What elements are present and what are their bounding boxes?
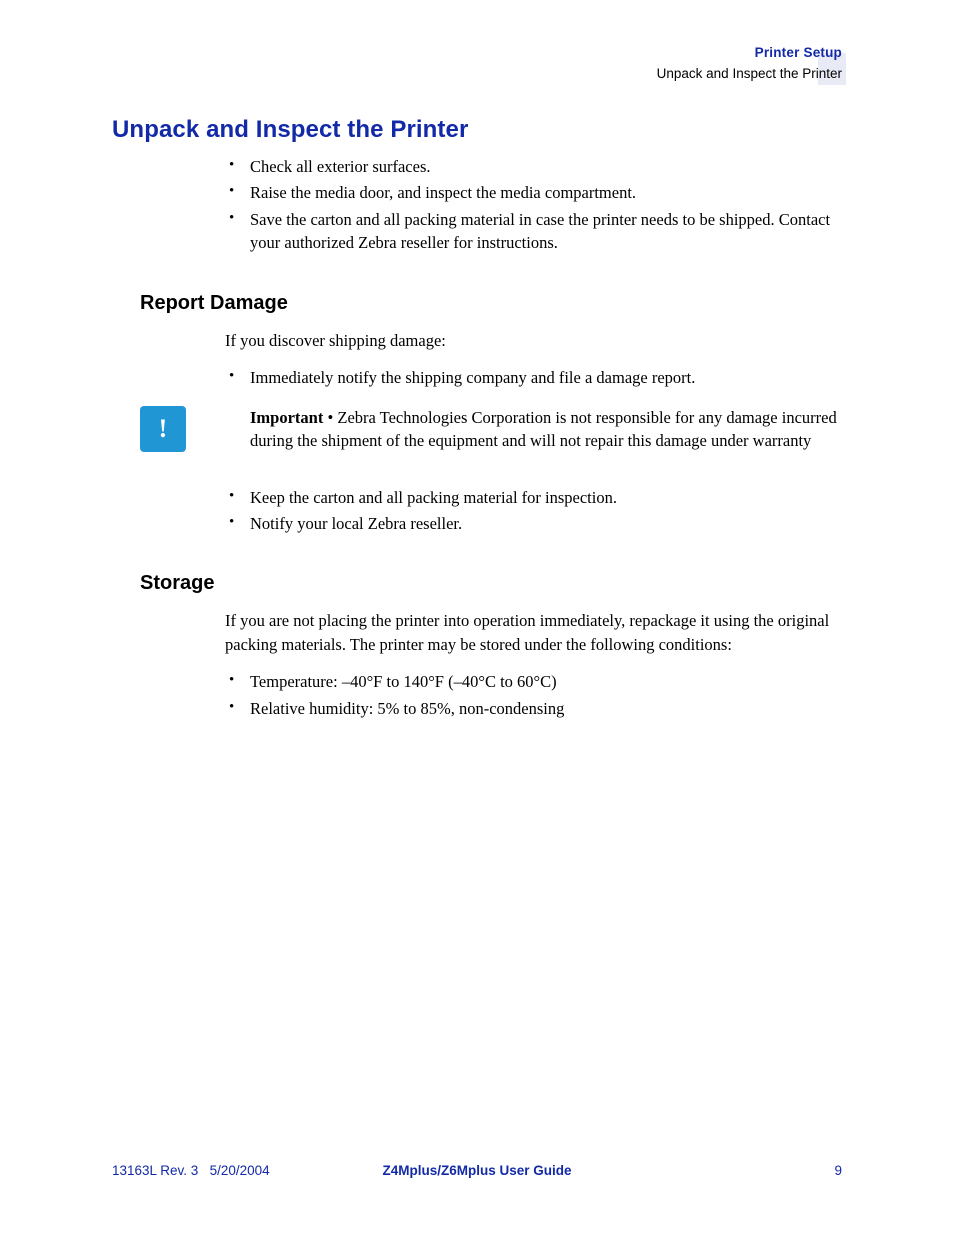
page-title: Unpack and Inspect the Printer (112, 116, 469, 143)
header-section: Printer Setup (754, 45, 842, 60)
storage-bullet-list (0, 670, 954, 720)
important-note-body: • Zebra Technologies Corporation is not responsible for any damage incurred during the shipment of the equipment and will not repair this damage under warranty (250, 407, 837, 450)
footer-guide-title: Z4Mplus/Z6Mplus User Guide (382, 1163, 572, 1178)
report-damage-bullets-after (0, 486, 954, 536)
important-note (0, 406, 954, 462)
list-item: • Relative humidity: 5% to 85%, non-condensing (225, 697, 842, 720)
exclamation-icon: ! (158, 413, 168, 443)
heading-report-damage: Report Damage (140, 291, 288, 314)
important-note-text (250, 406, 842, 453)
list-item: • Keep the carton and all packing material for inspection. (225, 486, 842, 509)
footer-page-number: 9 (834, 1163, 842, 1178)
report-damage-intro: If you discover shipping damage: (225, 330, 446, 350)
important-icon (140, 406, 186, 452)
list-item: • Raise the media door, and inspect the media compartment. (225, 181, 842, 204)
footer-revision: 13163L Rev. 3 5/20/2004 (112, 1163, 270, 1178)
page-content (0, 155, 954, 723)
important-note-label: Important (250, 407, 324, 427)
report-damage-bullets-before (0, 366, 954, 389)
list-item: • Temperature: –40°F to 140°F (–40°C to 60°C) (225, 670, 842, 693)
page-header (657, 44, 842, 83)
heading-storage: Storage (140, 572, 215, 595)
intro-bullet-list (0, 155, 954, 255)
list-item: • Immediately notify the shipping company and file a damage report. (225, 366, 842, 389)
storage-paragraph: If you are not placing the printer into operation immediately, repackage it using the original packing materials. The printer may be stored under the following conditions: (225, 611, 830, 654)
list-item: • Notify your local Zebra reseller. (225, 512, 842, 535)
header-subsection: Unpack and Inspect the Printer (656, 66, 842, 82)
list-item: • Check all exterior surfaces. (225, 155, 842, 178)
list-item: • Save the carton and all packing material in case the printer needs to be shipped. Contact your authorized Zebra reseller for instructions. (225, 208, 842, 255)
